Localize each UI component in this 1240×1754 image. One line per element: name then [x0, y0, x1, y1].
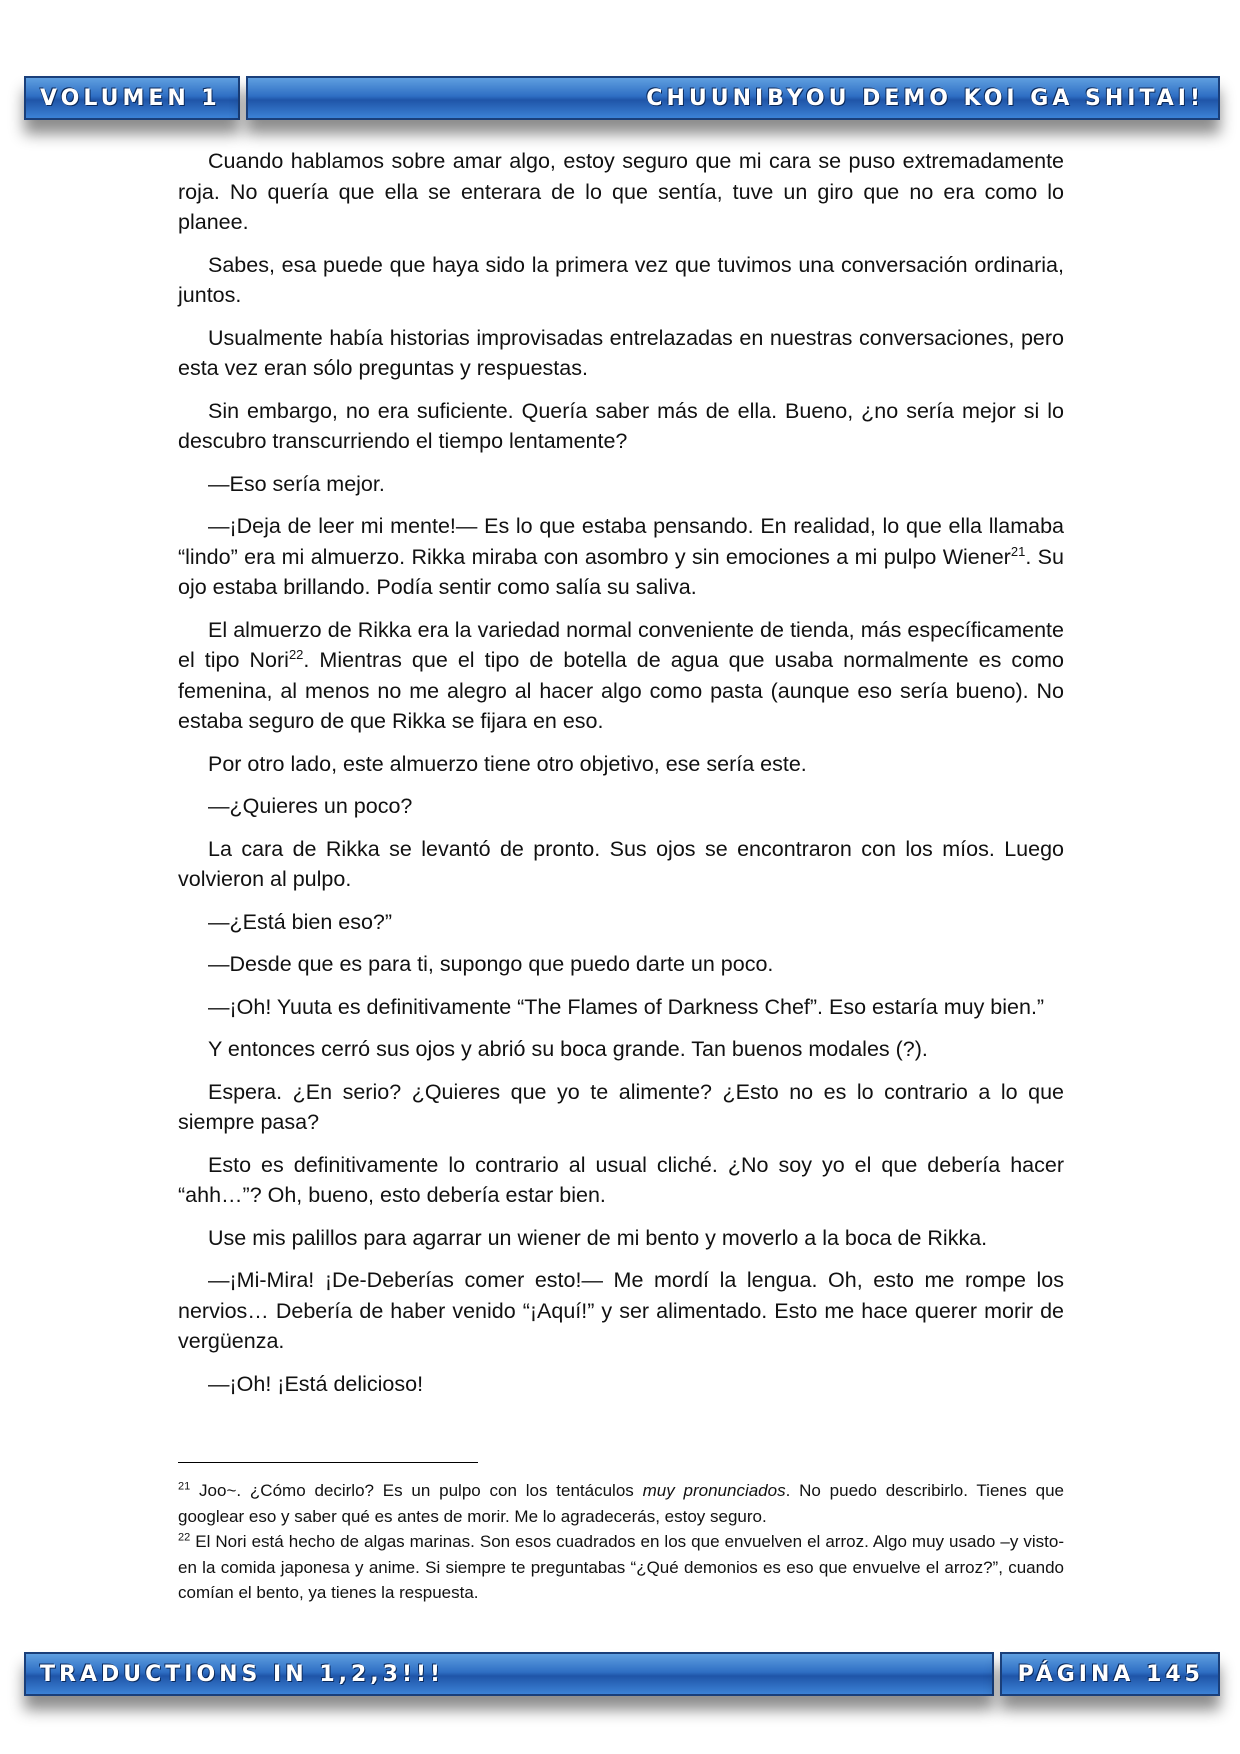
page-body	[178, 146, 1064, 1411]
footnote: $^{21}$ Joo~. ¿Cómo decirlo? Es un pulpo con los tentáculos muy pronunciados. No puedo describirlo. Tienes que googlear eso y saber qué es antes de morir. Me lo agradecerás, estoy seguro.	[178, 1480, 1064, 1526]
paragraph: —Eso sería mejor.	[208, 471, 385, 496]
book-title: CHUUNIBYOU DEMO KOI GA SHITAI!	[646, 85, 1204, 111]
paragraph: Cuando hablamos sobre amar algo, estoy seguro que mi cara se puso extremadamente roja. No quería que ella se enterara de lo que sentía, tuve un giro que no era como lo planee.	[178, 149, 1064, 234]
paragraph: La cara de Rikka se levantó de pronto. Sus ojos se encontraron con los míos. Luego volvieron al pulpo.	[178, 836, 1064, 891]
volume-label: VOLUMEN 1	[40, 85, 221, 111]
footnote: $^{22}$ El Nori está hecho de algas marinas. Son esos cuadrados en los que envuelven el arroz. Algo muy usado –y visto- en la comida japonesa y anime. Si siempre te preguntabas “¿Qué demonios es eso que envuelve el arroz?”, cuando comían el bento, ya tienes la respuesta.	[178, 1531, 1064, 1602]
footnote-divider	[178, 1462, 478, 1463]
paragraph: —¿Está bien eso?”	[208, 909, 393, 934]
title-banner	[246, 76, 1220, 120]
paragraph: El almuerzo de Rikka era la variedad normal conveniente de tienda, más específicamente el tipo Nori$^{22}$. Mientras que el tipo de botella de agua que usaba normalmente es como femenina, al menos no me alegro al hacer algo como pasta (aunque eso sería bueno). No estaba seguro de que Rikka se fijara en eso.	[178, 617, 1065, 733]
paragraph: —¡Mi-Mira! ¡De-Deberías comer esto!— Me mordí la lengua. Oh, esto me rompe los nervios… Debería de haber venido “¡Aquí!” y ser alimentado. Esto me hace querer morir de vergüenza.	[178, 1268, 1064, 1353]
footnote-number: 21	[178, 1480, 191, 1493]
footnote-ref[interactable]: 21	[1010, 543, 1026, 559]
paragraph: Use mis palillos para agarrar un wiener de mi bento y moverlo a la boca de Rikka.	[208, 1225, 988, 1250]
paragraph: Espera. ¿En serio? ¿Quieres que yo te alimente? ¿Esto no es lo contrario a lo que siempre pasa?	[178, 1079, 1064, 1134]
footnote-ref[interactable]: 22	[288, 646, 304, 662]
paragraph: —¿Quieres un poco?	[208, 794, 413, 818]
volume-banner	[24, 76, 240, 120]
paragraph: —¡Oh! Yuuta es definitivamente “The Flames of Darkness Chef”. Eso estaría muy bien.”	[208, 994, 1045, 1019]
paragraph: Por otro lado, este almuerzo tiene otro objetivo, ese sería este.	[208, 751, 807, 776]
footnote-emphasis: muy pronunciados	[642, 1481, 786, 1500]
paragraph: Sin embargo, no era suficiente. Quería saber más de ella. Bueno, ¿no sería mejor si lo descubro transcurriendo el tiempo lentamente?	[178, 398, 1064, 453]
page-number: PÁGINA 145	[1017, 1661, 1204, 1687]
paragraph: —Desde que es para ti, supongo que puedo darte un poco.	[208, 952, 774, 976]
footnotes	[178, 1478, 1064, 1606]
translator-label: TRADUCTIONS IN 1,2,3!!!	[40, 1661, 445, 1687]
paragraph: Usualmente había historias improvisadas entrelazadas en nuestras conversaciones, pero esta vez eran sólo preguntas y respuestas.	[178, 325, 1064, 380]
page-number-banner	[1000, 1652, 1220, 1696]
paragraph: Y entonces cerró sus ojos y abrió su boca grande. Tan buenos modales (?).	[208, 1037, 928, 1061]
paragraph: —¡Deja de leer mi mente!— Es lo que estaba pensando. En realidad, lo que ella llamaba “lindo” era mi almuerzo. Rikka miraba con asombro y sin emociones a mi pulpo Wiener$^{21}$. Su ojo estaba brillando. Podía sentir como salía su saliva.	[178, 514, 1064, 599]
paragraph: Esto es definitivamente lo contrario al usual cliché. ¿No soy yo el que debería hacer “ahh…”? Oh, bueno, esto debería estar bien.	[178, 1152, 1064, 1207]
footnote-number: 22	[178, 1531, 191, 1544]
paragraph: —¡Oh! ¡Está delicioso!	[208, 1371, 424, 1396]
paragraph: Sabes, esa puede que haya sido la primera vez que tuvimos una conversación ordinaria, juntos.	[178, 252, 1064, 307]
translator-banner	[24, 1652, 994, 1696]
